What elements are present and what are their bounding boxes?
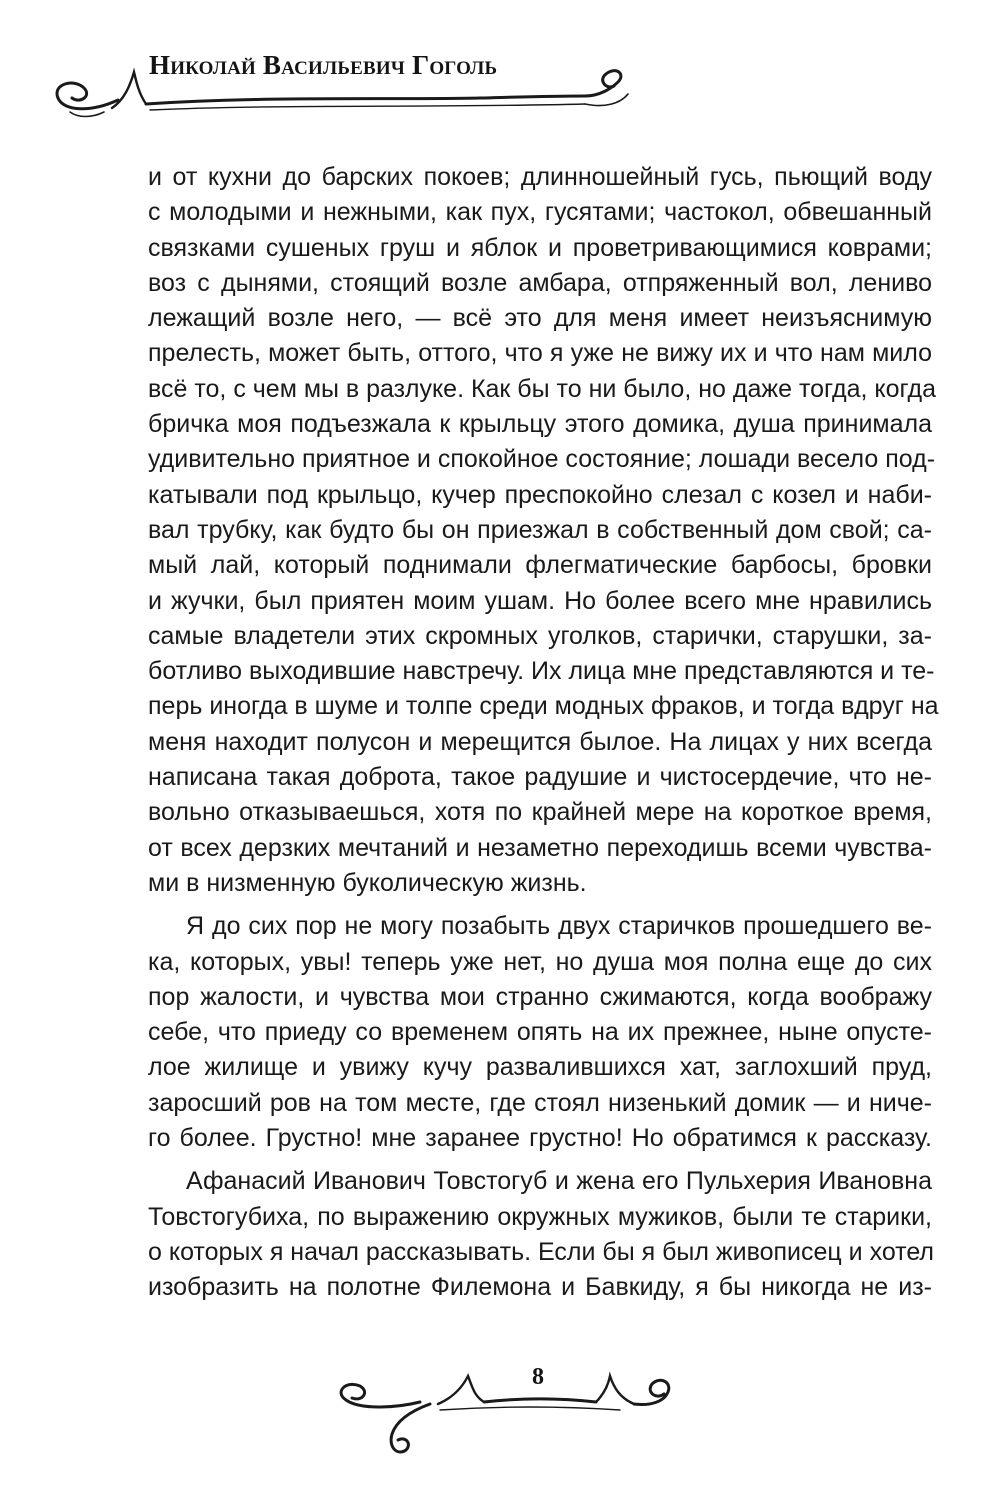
text-line: себе, что приеду со временем опять на их прежнее, ныне опусте- [148, 1018, 932, 1047]
text-line: вольно отказываешься, хотя по крайней мере на короткое время, [148, 798, 932, 827]
page-header [0, 0, 1000, 140]
text-line: удивительно приятное и спокойное состояние; лошади весело под- [148, 445, 936, 474]
text-line: написана такая доброта, такое радушие и чистосердечие, что не- [148, 763, 932, 792]
text-line: лое жилище и увижу кучу развалившихся хат, заглохший пруд, [148, 1053, 932, 1082]
paragraph [148, 160, 939, 901]
text-line: бричка моя подъезжала к крыльцу этого домика, душа принимала [148, 410, 932, 439]
text-line: воз с дынями, стоящий возле амбара, отпряженный вол, лениво [148, 268, 932, 297]
text-line: с молодыми и нежными, как пух, гусятами; частокол, обвешанный [148, 198, 932, 227]
page-body [148, 160, 939, 1306]
paragraph-gap [148, 901, 932, 909]
text-line: Афанасий Иванович Товстогуб и жена его Пульхерия Ивановна [186, 1167, 932, 1196]
text-line: меня находит полусон и мерещится былое. На лицах у них всегда [148, 727, 932, 756]
page-footer [0, 1350, 1000, 1480]
paragraph-gap [148, 1156, 932, 1164]
text-line: о которых я начал рассказывать. Если бы я был живописец и хотел [148, 1237, 934, 1266]
footer-ornament [0, 1350, 1000, 1480]
text-line: вал трубку, как будто бы он приезжал в собственный дом свой; са- [148, 515, 932, 544]
text-line: и от кухни до барских покоев; длинношейный гусь, пьющий воду [148, 163, 932, 191]
page-number: 8 [532, 1364, 544, 1390]
paragraph [148, 909, 932, 1156]
text-line: ка, которых, увы! теперь уже нет, но душа моя полна еще до сих [148, 947, 932, 976]
text-line: и жучки, был приятен моим ушам. Но более всего мне нравились [148, 586, 932, 615]
text-line: мый лай, который поднимали флегматические барбосы, бровки [148, 551, 932, 580]
text-line: перь иногда в шуме и толпе среди модных фраков, и тогда вдруг на [148, 692, 939, 721]
text-line: лежащий возле него, — всё это для меня имеет неизъяснимую [148, 304, 932, 333]
author-name: Николай Васильевич Гоголь [149, 50, 498, 80]
text-line: Товстогубиха, по выражению окружных мужиков, были те старики, [148, 1202, 932, 1231]
text-line: изобразить на полотне Филемона и Бавкиду, я бы никогда не из- [148, 1273, 932, 1302]
text-line: всё то, с чем мы в разлуке. Как бы то ни было, но даже тогда, когда [148, 374, 937, 403]
text-line: пор жалости, и чувства мои странно сжимаются, когда воображу [148, 982, 932, 1011]
text-line: от всех дерзких мечтаний и незаметно переходишь всеми чувства- [148, 833, 932, 862]
text-line: ботливо выходившие навстречу. Их лица мне представляются и те- [148, 657, 935, 686]
text-line: связками сушеных груш и яблок и проветривающимися коврами; [148, 233, 932, 262]
text-line: катывали под крыльцо, кучер преспокойно слезал с козел и наби- [148, 480, 932, 509]
text-line: Я до сих пор не могу позабыть двух старичков прошедшего ве- [186, 912, 932, 941]
text-line: прелесть, может быть, оттого, что я уже не вижу их и что нам мило [148, 339, 932, 368]
text-line: самые владетели этих скромных уголков, старички, старушки, за- [148, 621, 932, 650]
text-line: го более. Грустно! мне заранее грустно! Но обратимся к рассказу. [148, 1124, 932, 1153]
text-line: заросший ров на том месте, где стоял низенький домик — и ниче- [148, 1088, 932, 1117]
text-line: ми в низменную буколическую жизнь. [148, 868, 587, 897]
paragraph [148, 1164, 932, 1305]
